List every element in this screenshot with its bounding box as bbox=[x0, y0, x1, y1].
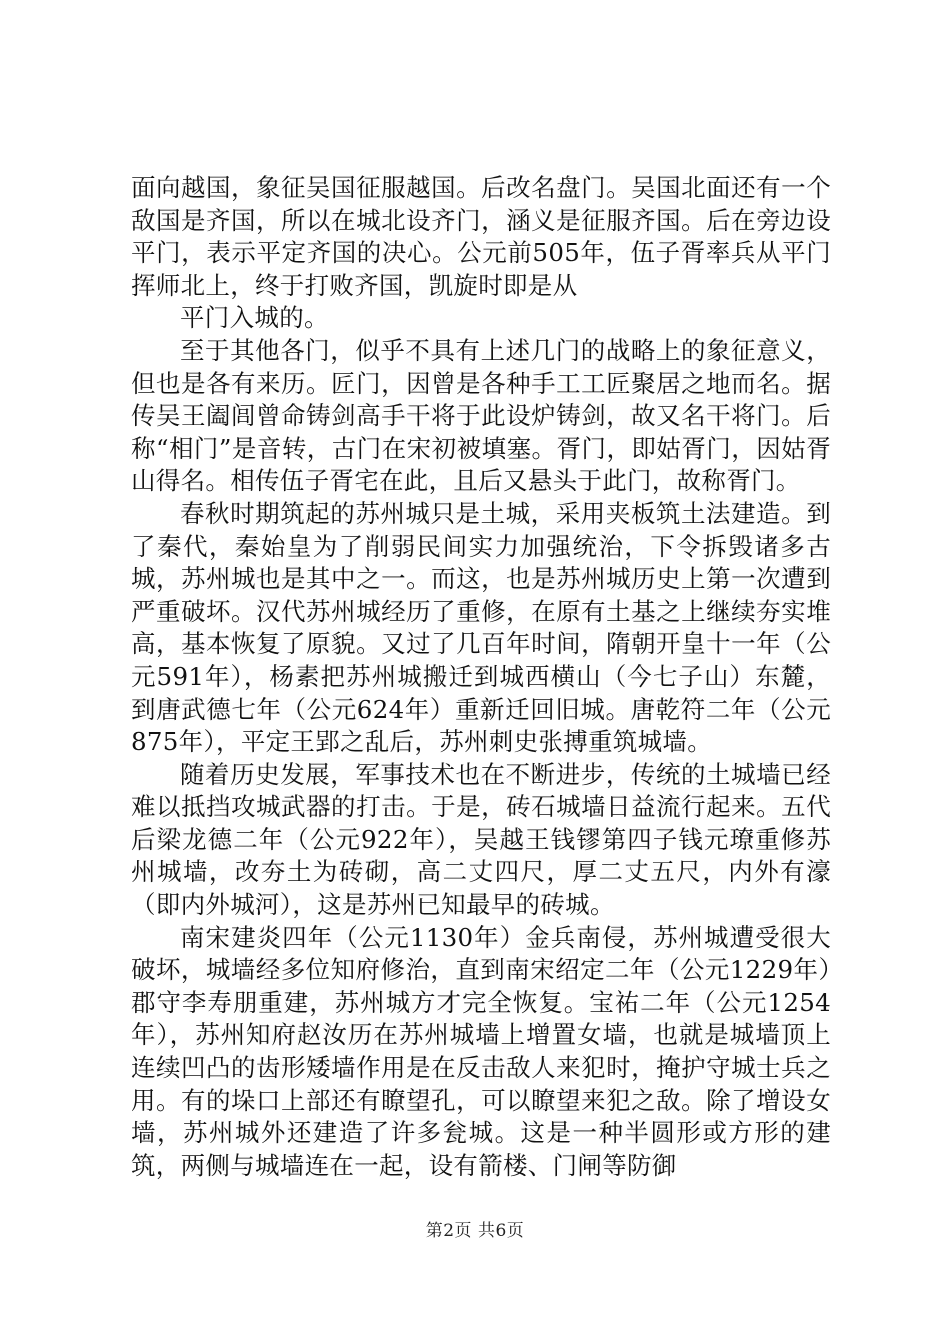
paragraph: 春秋时期筑起的苏州城只是土城，采用夹板筑土法建造。到了秦代，秦始皇为了削弱民间实力加强统治，下令拆毁诸多古城，苏州城也是其中之一。而这，也是苏州城历史上第一次遭到严重破坏。汉代苏州城经历了重修，在原有土基之上继续夯实堆高，基本恢复了原貌。又过了几百年时间，隋朝开皇十一年（公元591年），杨素把苏州城搬迁到城西横山（今七子山）东麓，到唐武德七年（公元624年）重新迁回旧城。唐乾符二年（公元875年），平定王郢之乱后，苏州刺史张搏重筑城墙。 bbox=[131, 498, 831, 757]
paragraph: 平门入城的。 bbox=[180, 303, 329, 333]
paragraph: 至于其他各门，似乎不具有上述几门的战略上的象征意义，但也是各有来历。匠门，因曾是各种手工工匠聚居之地而名。据传吴王阖闾曾命铸剑高手干将于此设炉铸剑，故又名干将门。后称“相门”是音转，古门在宋初被填塞。胥门，即姑胥门，因姑胥山得名。相传伍子胥宅在此，且后又悬头于此门，故称胥门。 bbox=[131, 335, 831, 496]
paragraph: 随着历史发展，军事技术也在不断进步，传统的土城墙已经难以抵挡攻城武器的打击。于是，砖石城墙日益流行起来。五代后梁龙德二年（公元922年），吴越王钱镠第四子钱元璙重修苏州城墙，改夯土为砖砌，高二丈四尺，厚二丈五尺，内外有濠（即内外城河），这是苏州已知最早的砖城。 bbox=[131, 759, 831, 920]
body-text bbox=[131, 172, 831, 1182]
paragraph: 南宋建炎四年（公元1130年）金兵南侵，苏州城遭受很大破坏，城墙经多位知府修治，直到南宋绍定二年（公元1229年）郡守李寿朋重建，苏州城方才完全恢复。宝祐二年（公元1254年），苏州知府赵汝历在苏州城墙上增置女墙，也就是城墙顶上连续凹凸的齿形矮墙作用是在反击敌人来犯时，掩护守城士兵之用。有的垛口上部还有瞭望孔，可以瞭望来犯之敌。除了增设女墙，苏州城外还建造了许多瓮城。这是一种半圆形或方形的建筑，两侧与城墙连在一起，设有箭楼、门闸等防御 bbox=[131, 922, 831, 1180]
paragraph: 面向越国，象征吴国征服越国。后改名盘门。吴国北面还有一个敌国是齐国，所以在城北设齐门，涵义是征服齐国。后在旁边设平门，表示平定齐国的决心。公元前505年，伍子胥率兵从平门挥师北上，终于打败齐国，凯旋时即是从 bbox=[131, 173, 831, 300]
page-footer: 第2页 共6页 bbox=[425, 1221, 525, 1241]
